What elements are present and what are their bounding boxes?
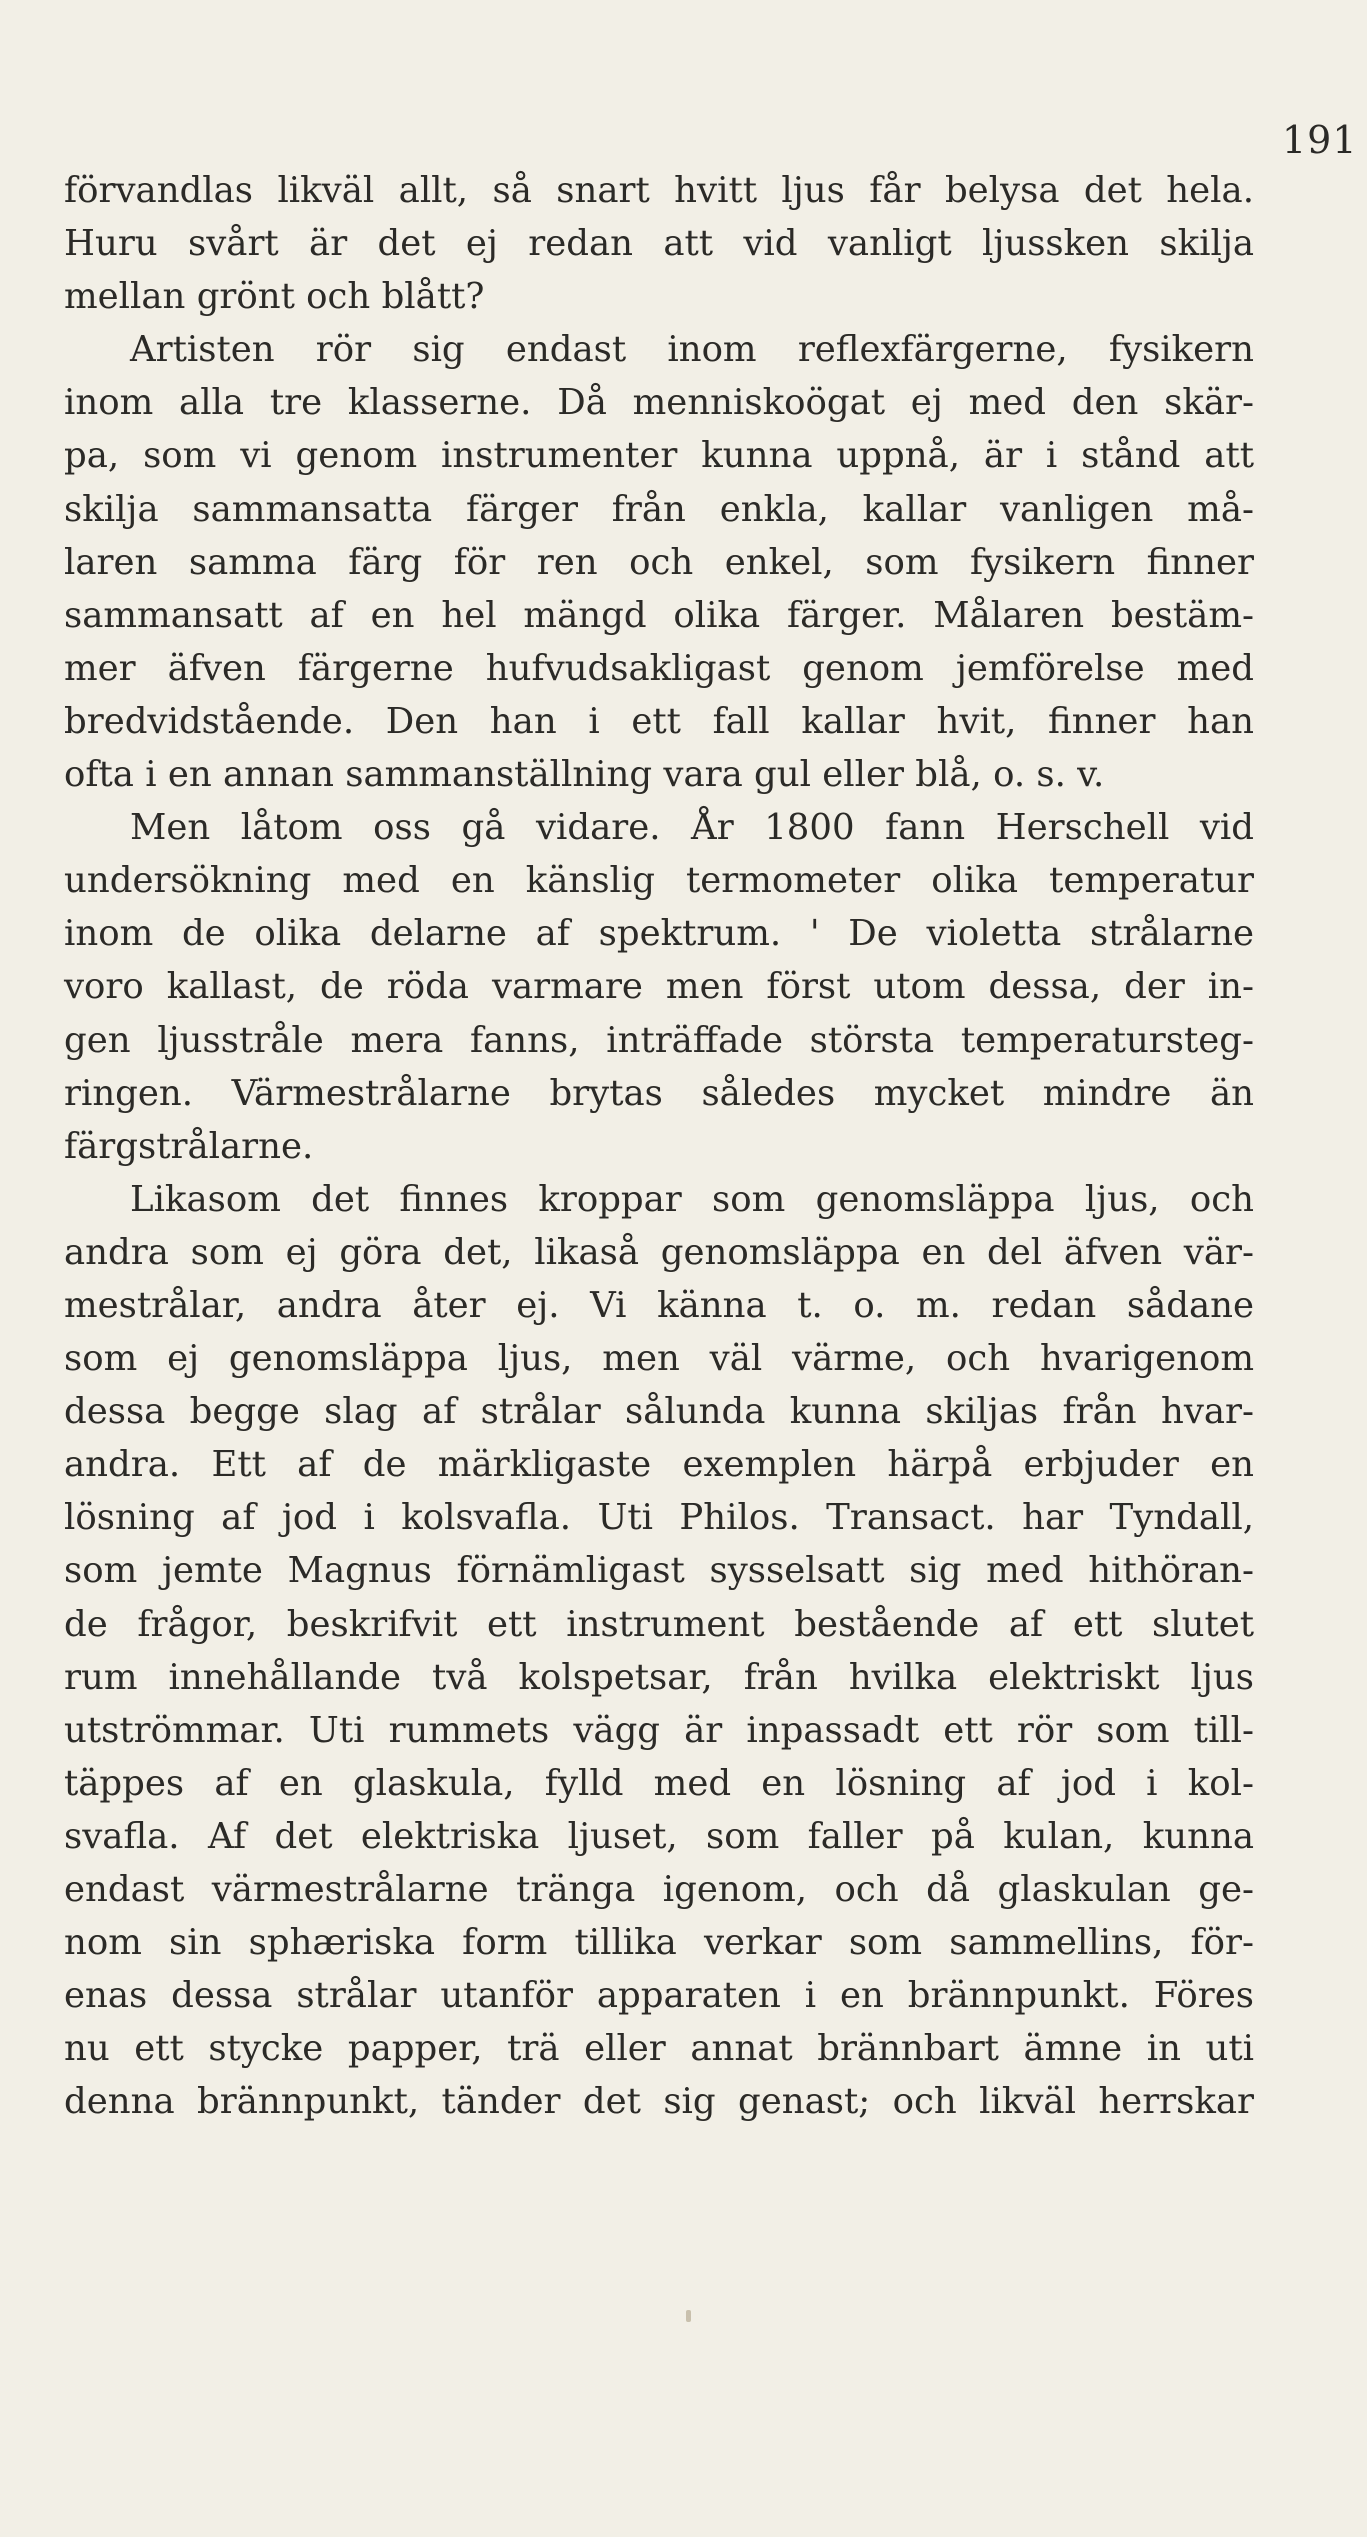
text-line: Men låtom oss gå vidare. År 1800 fann Herschell vid bbox=[130, 807, 1254, 849]
text-line: endast värmestrålarne tränga igenom, och då glaskulan ge- bbox=[64, 1869, 1254, 1910]
text-line: ringen. Värmestrålarne brytas således mycket mindre än bbox=[64, 1072, 1254, 1114]
text-line: lösning af jod i kolsvafla. Uti Philos. Transact. har Tyndall, bbox=[64, 1497, 1254, 1539]
text-line: nu ett stycke papper, trä eller annat brännbart ämne in uti bbox=[64, 2028, 1254, 2070]
text-line: täppes af en glaskula, fylld med en lösning af jod i kol- bbox=[64, 1762, 1254, 1804]
text-line: utströmmar. Uti rummets vägg är inpassadt ett rör som till- bbox=[64, 1709, 1254, 1751]
text-line: dessa begge slag af strålar sålunda kunna skiljas från hvar- bbox=[64, 1391, 1254, 1433]
text-line: Artisten rör sig endast inom reflexfärgerne, fysikern bbox=[130, 329, 1254, 371]
text-line: som jemte Magnus förnämligast sysselsatt sig med hithöran- bbox=[64, 1550, 1254, 1592]
text-line: pa, som vi genom instrumenter kunna uppnå, är i stånd att bbox=[64, 435, 1254, 477]
text-line: bredvidstående. Den han i ett fall kallar hvit, finner han bbox=[64, 700, 1254, 742]
text-line: ofta i en annan sammanställning vara gul eller blå, o. s. v. bbox=[64, 754, 1105, 796]
text-line: förvandlas likväl allt, så snart hvitt ljus får belysa det hela. bbox=[64, 170, 1254, 211]
text-line: rum innehållande två kolspetsar, från hvilka elektriskt ljus bbox=[64, 1656, 1254, 1698]
text-line: gen ljusstråle mera fanns, inträffade största temperatursteg- bbox=[64, 1019, 1254, 1061]
text-line: andra. Ett af de märkligaste exemplen härpå erbjuder en bbox=[64, 1444, 1254, 1486]
ink-smudge bbox=[686, 2310, 691, 2322]
text-line: som ej genomsläppa ljus, men väl värme, och hvarigenom bbox=[64, 1338, 1254, 1380]
text-line: Likasom det finnes kroppar som genomsläppa ljus, och bbox=[130, 1178, 1254, 1220]
text-line: mellan grönt och blått? bbox=[64, 276, 485, 318]
text-line: svafla. Af det elektriska ljuset, som faller på kulan, kunna bbox=[64, 1815, 1254, 1857]
text-line: undersökning med en känslig termometer olika temperatur bbox=[64, 860, 1254, 902]
text-line: mestrålar, andra åter ej. Vi känna t. o. m. redan sådane bbox=[64, 1284, 1254, 1326]
text-line: de frågor, beskrifvit ett instrument bestående af ett slutet bbox=[64, 1603, 1254, 1645]
text-line: sammansatt af en hel mängd olika färger. Målaren bestäm- bbox=[64, 594, 1254, 636]
text-line: Huru svårt är det ej redan att vid vanligt ljussken skilja bbox=[64, 223, 1254, 265]
text-line: voro kallast, de röda varmare men först utom dessa, der in- bbox=[64, 966, 1254, 1008]
body-text bbox=[64, 164, 1254, 2128]
text-line: nom sin sphæriska form tillika verkar som sammellins, för- bbox=[64, 1922, 1254, 1964]
text-line: inom alla tre klasserne. Då menniskoögat ej med den skär- bbox=[64, 382, 1254, 424]
text-line: inom de olika delarne af spektrum. ' De violetta strålarne bbox=[64, 913, 1254, 955]
text-line: denna brännpunkt, tänder det sig genast; och likväl herrskar bbox=[64, 2081, 1254, 2123]
text-line: färgstrålarne. bbox=[64, 1125, 314, 1167]
text-line: mer äfven färgerne hufvudsakligast genom jemförelse med bbox=[64, 647, 1254, 689]
page-number: 191 bbox=[1282, 118, 1358, 162]
text-line: laren samma färg för ren och enkel, som fysikern finner bbox=[64, 541, 1254, 583]
text-line: andra som ej göra det, likaså genomsläppa en del äfven vär- bbox=[64, 1231, 1254, 1273]
text-line: skilja sammansatta färger från enkla, kallar vanligen må- bbox=[64, 488, 1254, 530]
text-line: enas dessa strålar utanför apparaten i en brännpunkt. Föres bbox=[64, 1975, 1254, 2017]
